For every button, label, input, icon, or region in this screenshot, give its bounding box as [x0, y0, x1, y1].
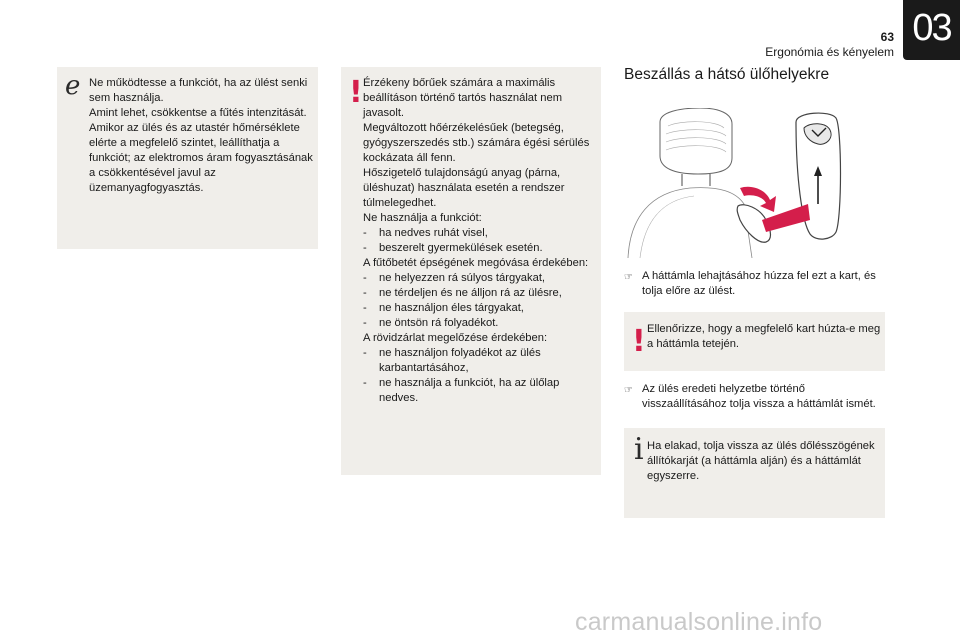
eco-note-text: Ne működtesse a funkciót, ha az ülést senki sem használja. Amint lehet, csökkentse a fűtés intenzitását. Amikor az ülés és az utastér hőmérséklete elérte a megfelelő szintet, leállíthatja a funkciót; az elektromos áram fogyasztásának a csökkentésével javul az üzemanyagfogyasztás. — [89, 77, 313, 194]
watermark: carmanualsonline.info — [575, 608, 823, 636]
section-title: Beszállás a hátsó ülőhelyekre — [624, 66, 830, 83]
step-1 — [624, 269, 888, 299]
list-item — [363, 241, 597, 256]
seat-back-shape — [628, 188, 752, 258]
warning-content — [363, 76, 597, 406]
list-item-text: beszerelt gyermekülések esetén. — [379, 242, 543, 254]
warning-intro: Érzékeny bőrűek számára a maximális beállításon történő tartós használat nem javasolt. Megváltozott hőérzékelésűek (betegség, gyógyszerszedés stb.) számára égési sérülés kockázata áll fenn. Hőszigetelő tulajdonságú anyag (párna, üléshuzat) használata esetén a rendszer túlmelegedhet. Ne használja a funkciót: — [363, 77, 590, 224]
lever-warning-box — [624, 312, 885, 371]
arrow-right-icon: ☞ — [624, 272, 633, 283]
step-2-text: Az ülés eredeti helyzetbe történő visszaállításához tolja vissza a háttámlát ismét. — [642, 383, 876, 410]
eco-note-box — [57, 67, 318, 249]
warning-list-care — [363, 271, 597, 331]
warning-note-box — [341, 67, 601, 475]
info-icon: i — [634, 432, 644, 467]
list-item-text: ne használjon folyadékot az ülés karbantartásához, — [379, 347, 541, 374]
step-1-text: A háttámla lehajtásához húzza fel ezt a kart, és tolja előre az ülést. — [642, 270, 876, 297]
list-item — [363, 271, 597, 286]
info-note-text: Ha elakad, tolja vissza az ülés dőlésszögének állítókarját (a háttámla alján) és a háttámlát egyszerre. — [647, 440, 875, 482]
info-note-box — [624, 428, 885, 518]
list-item-text: ha nedves ruhát visel, — [379, 227, 488, 239]
list-dash: - — [363, 302, 367, 314]
list-item — [363, 286, 597, 301]
list-item-text: ne használja a funkciót, ha az ülőlap nedves. — [379, 377, 560, 404]
list-item-text: ne helyezzen rá súlyos tárgyakat, — [379, 272, 546, 284]
list-item-text: ne öntsön rá folyadékot. — [379, 317, 499, 329]
list-item — [363, 346, 597, 376]
list-dash: - — [363, 227, 367, 239]
arrow-right-icon: ☞ — [624, 385, 633, 396]
list-item — [363, 316, 597, 331]
list-item — [363, 226, 597, 241]
chapter-badge: 03 — [903, 0, 960, 60]
warning-icon: ! — [349, 75, 363, 110]
list-item-text: ne használjon éles tárgyakat, — [379, 302, 524, 314]
list-dash: - — [363, 242, 367, 254]
page-number: 63 — [880, 30, 894, 44]
warning-icon: ! — [632, 324, 646, 359]
chapter-title: Ergonómia és kényelem — [765, 45, 894, 59]
warning-mid-heading-2: A rövidzárlat megelőzése érdekében: — [363, 332, 548, 344]
eco-icon: e — [65, 71, 81, 101]
list-dash: - — [363, 272, 367, 284]
list-item-text: ne térdeljen és ne álljon rá az ülésre, — [379, 287, 562, 299]
list-item — [363, 301, 597, 316]
warning-list-shortcircuit — [363, 346, 597, 406]
list-dash: - — [363, 347, 367, 359]
list-dash: - — [363, 377, 367, 389]
seat-lever-illustration — [620, 108, 846, 264]
list-dash: - — [363, 317, 367, 329]
warning-list-wet — [363, 226, 597, 256]
warning-mid-heading: A fűtőbetét épségének megóvása érdekében: — [363, 257, 589, 269]
step-2 — [624, 382, 888, 412]
list-item — [363, 376, 597, 406]
lever-warning-text: Ellenőrizze, hogy a megfelelő kart húzta-e meg a háttámla tetején. — [647, 323, 881, 350]
list-dash: - — [363, 287, 367, 299]
